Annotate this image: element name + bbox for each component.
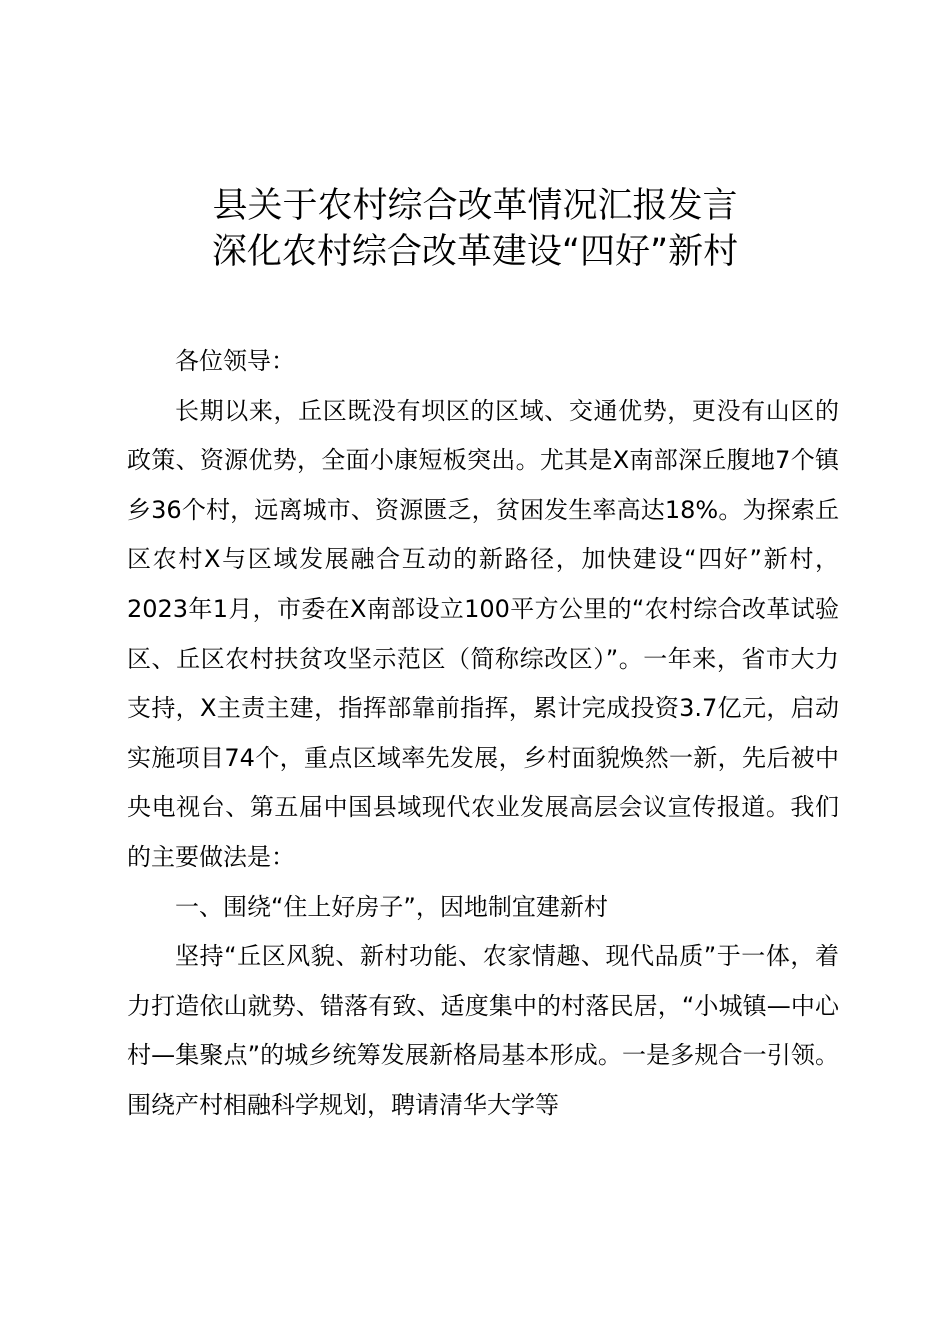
intro-paragraph: 长期以来，丘区既没有坝区的区域、交通优势，更没有山区的政策、资源优势，全面小康短板突出。尤其是X南部深丘腹地7个镇乡36个村，远离城市、资源匮乏，贫困发生率高达18%。为探索丘区农村X与区域发展融合互动的新路径，加快建设“四好”新村，2023年1月，市委在X南部设立100平方公里的“农村综合改革试验区、丘区农村扶贫攻坚示范区（简称综改区）”。一年来，省市大力支持，X主责主建，指挥部靠前指挥，累计完成投资3.7亿元，启动实施项目74个，重点区域率先发展，乡村面貌焕然一新，先后被中央电视台、第五届中国县域现代农业发展高层会议宣传报道。我们的主要做法是： <box>127 396 839 871</box>
title-line-1: 县关于农村综合改革情况汇报发言 <box>212 186 738 226</box>
title-line-2: 深化农村综合改革建设“四好”新村 <box>211 232 739 272</box>
section-1-paragraph: 坚持“丘区风貌、新村功能、农家情趣、现代品质”于一体，着力打造依山就势、错落有致、适度集中的村落民居，“小城镇—中心村—集聚点”的城乡统筹发展新格局基本形成。一是多规合一引领。围绕产村相融科学规划，聘请清华大学等 <box>127 942 839 1119</box>
salutation: 各位领导： <box>175 347 295 375</box>
section-heading-1: 一、围绕“住上好房子”，因地制宜建新村 <box>175 892 608 921</box>
document-title <box>0 183 950 275</box>
document-body <box>127 337 839 1131</box>
